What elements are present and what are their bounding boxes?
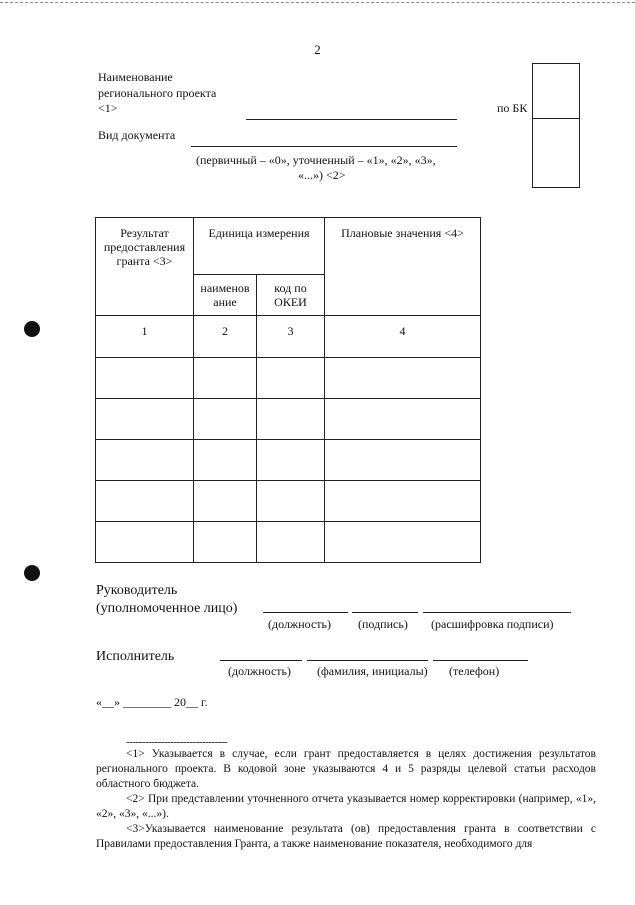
table-cell[interactable]: [96, 399, 194, 440]
table-cell[interactable]: [325, 358, 481, 399]
head-caption-decoding: (расшифровка подписи): [431, 617, 554, 631]
header-plan-text: Плановые значения <4>: [341, 226, 464, 240]
exec-caption-position: (должность): [228, 664, 291, 678]
table-row: [96, 399, 481, 440]
table-cell[interactable]: [194, 399, 257, 440]
col-number-3: 3: [257, 316, 325, 358]
col-number-4: 4: [325, 316, 481, 358]
table-cell[interactable]: [96, 522, 194, 563]
col-number-1: 1: [96, 316, 194, 358]
header-unit-text: Единица измерения: [208, 226, 310, 240]
head-position-field[interactable]: [263, 612, 348, 613]
project-name-field[interactable]: [246, 119, 457, 120]
table-cell[interactable]: [325, 440, 481, 481]
header-result: [96, 218, 194, 316]
footnote-separator: --------------------------------: [126, 736, 228, 748]
footnote-1: <1> Указывается в случае, если грант предоставляется в целях достижения результатов регионального проекта. В кодовой зоне указываются 4 и 5 разряды целевой статьи расходов областного бюджета.: [96, 748, 596, 790]
footnote-2: <2> При представлении уточненного отчета указывается номер корректировки (например, «1», «2», «3», «...»).: [96, 793, 596, 820]
table-cell[interactable]: [325, 399, 481, 440]
table-cell[interactable]: [194, 481, 257, 522]
doc-type-label: Вид документа: [98, 128, 176, 142]
table-cell[interactable]: [257, 481, 325, 522]
header-result-text: Результат предоставления гранта <3>: [103, 226, 186, 268]
exec-name-field[interactable]: [307, 660, 428, 661]
table-row: [96, 522, 481, 563]
exec-caption-phone: (телефон): [449, 664, 500, 678]
binder-hole-bottom: [24, 565, 40, 581]
date-line[interactable]: «__» ________ 20__ г.: [96, 695, 208, 709]
doc-type-field[interactable]: [191, 146, 457, 147]
doc-type-hint-line1: (первичный – «0», уточненный – «1», «2», «3»,: [196, 153, 436, 167]
project-label-line2: регионального проекта: [98, 86, 217, 100]
table-cell[interactable]: [257, 399, 325, 440]
project-label-line3: <1>: [98, 101, 118, 115]
header-unit-code: [257, 275, 325, 316]
header-unit: [194, 218, 325, 275]
table-row: [96, 440, 481, 481]
table-cell[interactable]: [257, 358, 325, 399]
table-cell[interactable]: [96, 358, 194, 399]
head-caption-signature: (подпись): [358, 617, 408, 631]
project-label-line1: Наименование: [98, 70, 173, 84]
col-number-2: 2: [194, 316, 257, 358]
table-cell[interactable]: [257, 522, 325, 563]
bk-label: по БК: [497, 101, 528, 115]
table-cell[interactable]: [194, 522, 257, 563]
header-unit-name: [194, 275, 257, 316]
table-cell[interactable]: [96, 440, 194, 481]
table-cell[interactable]: [96, 481, 194, 522]
head-caption-position: (должность): [268, 617, 331, 631]
exec-phone-field[interactable]: [433, 660, 528, 661]
footnote-3: <3>Указывается наименование результата (ов) предоставления гранта в соответствии с Правилами предоставления Гранта, а также наименование показателя, необходимого для: [96, 823, 596, 850]
doc-type-hint-line2: «...») <2>: [298, 168, 346, 182]
head-label-line1: Руководитель: [96, 583, 178, 598]
head-decoding-field[interactable]: [423, 612, 571, 613]
header-unit-code-text: код по ОКЕИ: [274, 281, 307, 309]
head-signature-field[interactable]: [352, 612, 418, 613]
page-number: 2: [314, 42, 321, 57]
scan-top-border: [0, 2, 635, 3]
table-row: [96, 358, 481, 399]
table-cell[interactable]: [194, 358, 257, 399]
table-cell[interactable]: [194, 440, 257, 481]
table-cell[interactable]: [257, 440, 325, 481]
bk-box-divider: [532, 118, 579, 119]
exec-position-field[interactable]: [220, 660, 302, 661]
head-label-line2: (уполномоченное лицо): [96, 601, 238, 616]
table-cell[interactable]: [325, 522, 481, 563]
header-unit-name-text: наименов ание: [200, 281, 250, 309]
bk-code-box[interactable]: [532, 63, 580, 188]
table-row: [96, 481, 481, 522]
plan-values-table: [95, 217, 481, 563]
header-plan: [325, 218, 481, 316]
exec-caption-name: (фамилия, инициалы): [317, 664, 428, 678]
binder-hole-top: [24, 321, 40, 337]
table-cell[interactable]: [325, 481, 481, 522]
executor-label: Исполнитель: [96, 649, 175, 664]
